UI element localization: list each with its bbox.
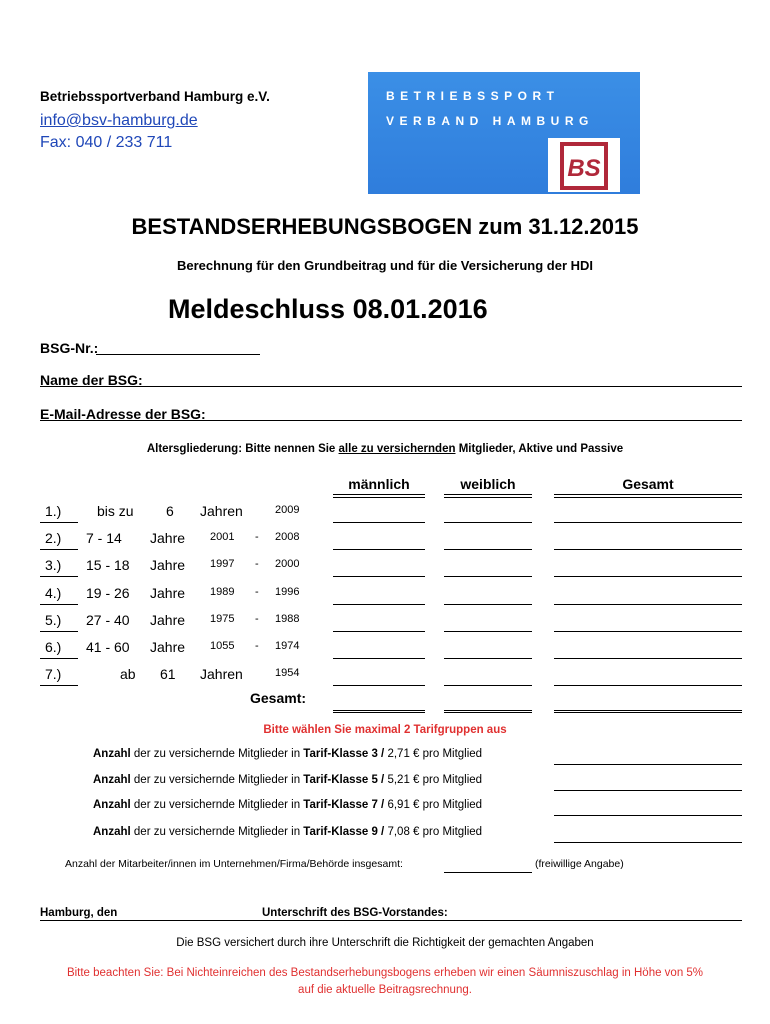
year-from: 2001 (210, 531, 235, 544)
age-row (0, 609, 770, 635)
tariff-line (93, 799, 482, 811)
tariff-line (93, 826, 482, 838)
row-number-underline (40, 604, 78, 605)
count-male-field[interactable] (333, 613, 425, 632)
count-total-field[interactable] (554, 613, 742, 632)
bsv-logo (368, 72, 640, 194)
tariff-count-field[interactable] (554, 797, 742, 816)
age-note-pre: Altersgliederung: Bitte nennen Sie (146, 443, 339, 455)
count-male-field[interactable] (333, 640, 425, 659)
tariff-count-label: Anzahl (93, 774, 131, 786)
age-row (0, 527, 770, 553)
count-total-field[interactable] (554, 586, 742, 605)
header-underline (444, 494, 532, 498)
tariff-count-field[interactable] (554, 746, 742, 765)
year-from: 1989 (210, 585, 235, 598)
total-label: Gesamt: (250, 690, 307, 706)
count-female-field[interactable] (444, 640, 532, 659)
age-unit: Jahre (150, 639, 186, 655)
age-structure-note (0, 443, 770, 455)
year-dash: - (255, 640, 259, 652)
tariff-line (93, 748, 482, 760)
employees-field[interactable] (444, 856, 532, 873)
tariff-class: Tarif-Klasse 9 / (303, 826, 385, 838)
year-to: 2000 (275, 558, 300, 571)
column-header-female: weiblich (460, 476, 516, 492)
page-title: BESTANDSERHEBUNGSBOGEN zum 31.12.2015 (131, 214, 639, 239)
row-number-underline (40, 576, 78, 577)
svg-text:BS: BS (567, 155, 601, 182)
age-value: 61 (160, 666, 176, 683)
age-row (0, 500, 770, 526)
age-range: 19 - 26 (86, 584, 130, 601)
bs-emblem-icon (548, 138, 620, 192)
year-to: 1988 (275, 612, 300, 625)
age-unit: Jahre (150, 584, 186, 601)
year-dash: - (255, 531, 259, 544)
tariff-class: Tarif-Klasse 5 / (303, 774, 385, 786)
count-female-field[interactable] (444, 613, 532, 632)
organization-name: Betriebssportverband Hamburg e.V. (40, 89, 270, 104)
year-to: 1996 (275, 585, 300, 598)
age-note-post: Mitglieder, Aktive und Passive (455, 443, 624, 455)
late-fee-note: Bitte beachten Sie: Bei Nichteinreichen des Bestandserhebungsbogens erheben wir einen Säumniszuschlag in Höhe von 5% auf die aktuelle Beitragsrechnung. (66, 967, 704, 996)
year-to: 2008 (275, 531, 300, 544)
year-from: 1954 (275, 667, 300, 680)
age-row (0, 582, 770, 608)
employees-optional-note: (freiwillige Angabe) (535, 858, 624, 870)
year-from: 1055 (210, 640, 235, 652)
bsg-name-label: Name der BSG: (40, 372, 143, 388)
tariff-price: 5,21 € pro Mitglied (384, 774, 483, 786)
row-number: 2.) (45, 530, 62, 547)
count-female-field[interactable] (444, 531, 532, 550)
count-male-field[interactable] (333, 667, 425, 686)
tariff-count-label: Anzahl (93, 748, 131, 760)
count-male-field[interactable] (333, 558, 425, 577)
count-female-field[interactable] (444, 586, 532, 605)
age-range: 7 - 14 (86, 530, 122, 547)
tariff-price: 7,08 € pro Mitglied (384, 826, 483, 838)
header-underline (333, 494, 425, 498)
age-range: 27 - 40 (86, 611, 130, 628)
row-number-underline (40, 631, 78, 632)
bsg-email-label: E-Mail-Adresse der BSG: (40, 406, 206, 422)
logo-line-1: BETRIEBSSPORT (386, 89, 560, 103)
total-male-field[interactable] (333, 690, 425, 713)
row-number: 4.) (45, 584, 62, 601)
count-male-field[interactable] (333, 504, 425, 523)
age-note-underlined: alle zu versichernden (338, 443, 456, 455)
count-total-field[interactable] (554, 640, 742, 659)
year-to: 1974 (275, 640, 300, 652)
row-number-underline (40, 685, 78, 686)
age-row (0, 663, 770, 689)
count-male-field[interactable] (333, 586, 425, 605)
tariff-warning: Bitte wählen Sie maximal 2 Tarifgruppen aus (263, 724, 507, 736)
row-number-underline (40, 549, 78, 550)
page-subtitle: Berechnung für den Grundbeitrag und für die Versicherung der HDI (176, 258, 594, 273)
tariff-text: der zu versichernde Mitglieder in (130, 799, 304, 811)
tariff-price: 2,71 € pro Mitglied (384, 748, 483, 760)
year-dash: - (255, 558, 259, 571)
bsg-name-field[interactable] (40, 369, 742, 387)
age-range: 41 - 60 (86, 639, 130, 655)
place-date-label: Hamburg, den (40, 907, 118, 919)
count-female-field[interactable] (444, 558, 532, 577)
column-header-total: Gesamt (622, 476, 674, 492)
age-row (0, 554, 770, 580)
count-male-field[interactable] (333, 531, 425, 550)
bsg-nr-field[interactable] (96, 336, 260, 355)
count-total-field[interactable] (554, 504, 742, 523)
tariff-text: der zu versichernde Mitglieder in (130, 826, 304, 838)
tariff-class: Tarif-Klasse 3 / (303, 748, 385, 760)
year-dash: - (255, 612, 259, 625)
tariff-price: 6,91 € pro Mitglied (384, 799, 483, 811)
signature-line (40, 920, 742, 921)
row-number: 1.) (45, 503, 62, 519)
deadline-heading: Meldeschluss 08.01.2016 (168, 294, 488, 324)
row-number: 3.) (45, 557, 62, 574)
count-female-field[interactable] (444, 504, 532, 523)
tariff-count-label: Anzahl (93, 826, 131, 838)
age-unit: Jahre (150, 611, 186, 628)
age-range: 15 - 18 (86, 557, 130, 574)
tariff-class: Tarif-Klasse 7 / (303, 799, 385, 811)
age-unit: Jahren (200, 666, 243, 683)
year-from: 1975 (210, 612, 235, 625)
age-unit: Jahre (150, 557, 186, 574)
age-range: bis zu (97, 503, 134, 519)
fax-number: Fax: 040 / 233 711 (40, 134, 173, 151)
bsg-nr-label: BSG-Nr.: (40, 340, 99, 356)
total-total-field[interactable] (554, 690, 742, 713)
tariff-text: der zu versichernde Mitglieder in (130, 774, 304, 786)
count-total-field[interactable] (554, 531, 742, 550)
age-unit: Jahren (200, 503, 243, 519)
tariff-count-field[interactable] (554, 824, 742, 843)
year-dash: - (255, 585, 259, 598)
certification-text: Die BSG versichert durch ihre Unterschrift die Richtigkeit der gemachten Angaben (176, 937, 594, 949)
employees-label: Anzahl der Mitarbeiter/innen im Unternehmen/Firma/Behörde insgesamt: (65, 858, 403, 870)
column-header-male: männlich (348, 476, 410, 492)
count-total-field[interactable] (554, 667, 742, 686)
signature-label: Unterschrift des BSG-Vorstandes: (262, 907, 448, 919)
count-total-field[interactable] (554, 558, 742, 577)
row-number: 5.) (45, 611, 62, 628)
total-female-field[interactable] (444, 690, 532, 713)
row-number-underline (40, 522, 78, 523)
age-row (0, 636, 770, 662)
email-link[interactable]: info@bsv-hamburg.de (40, 112, 198, 129)
header-underline (554, 494, 742, 498)
bsg-email-field[interactable] (40, 403, 742, 421)
logo-line-2: VERBAND HAMBURG (386, 114, 594, 128)
row-number: 6.) (45, 639, 62, 655)
row-number-underline (40, 658, 78, 659)
age-unit: Jahre (150, 530, 186, 547)
age-range: ab (120, 666, 136, 683)
tariff-count-label: Anzahl (93, 799, 131, 811)
tariff-line (93, 774, 482, 786)
tariff-text: der zu versichernde Mitglieder in (130, 748, 304, 760)
count-female-field[interactable] (444, 667, 532, 686)
year-from: 2009 (275, 504, 300, 516)
tariff-count-field[interactable] (554, 772, 742, 791)
row-number: 7.) (45, 666, 62, 683)
age-value: 6 (166, 503, 174, 519)
year-from: 1997 (210, 558, 235, 571)
